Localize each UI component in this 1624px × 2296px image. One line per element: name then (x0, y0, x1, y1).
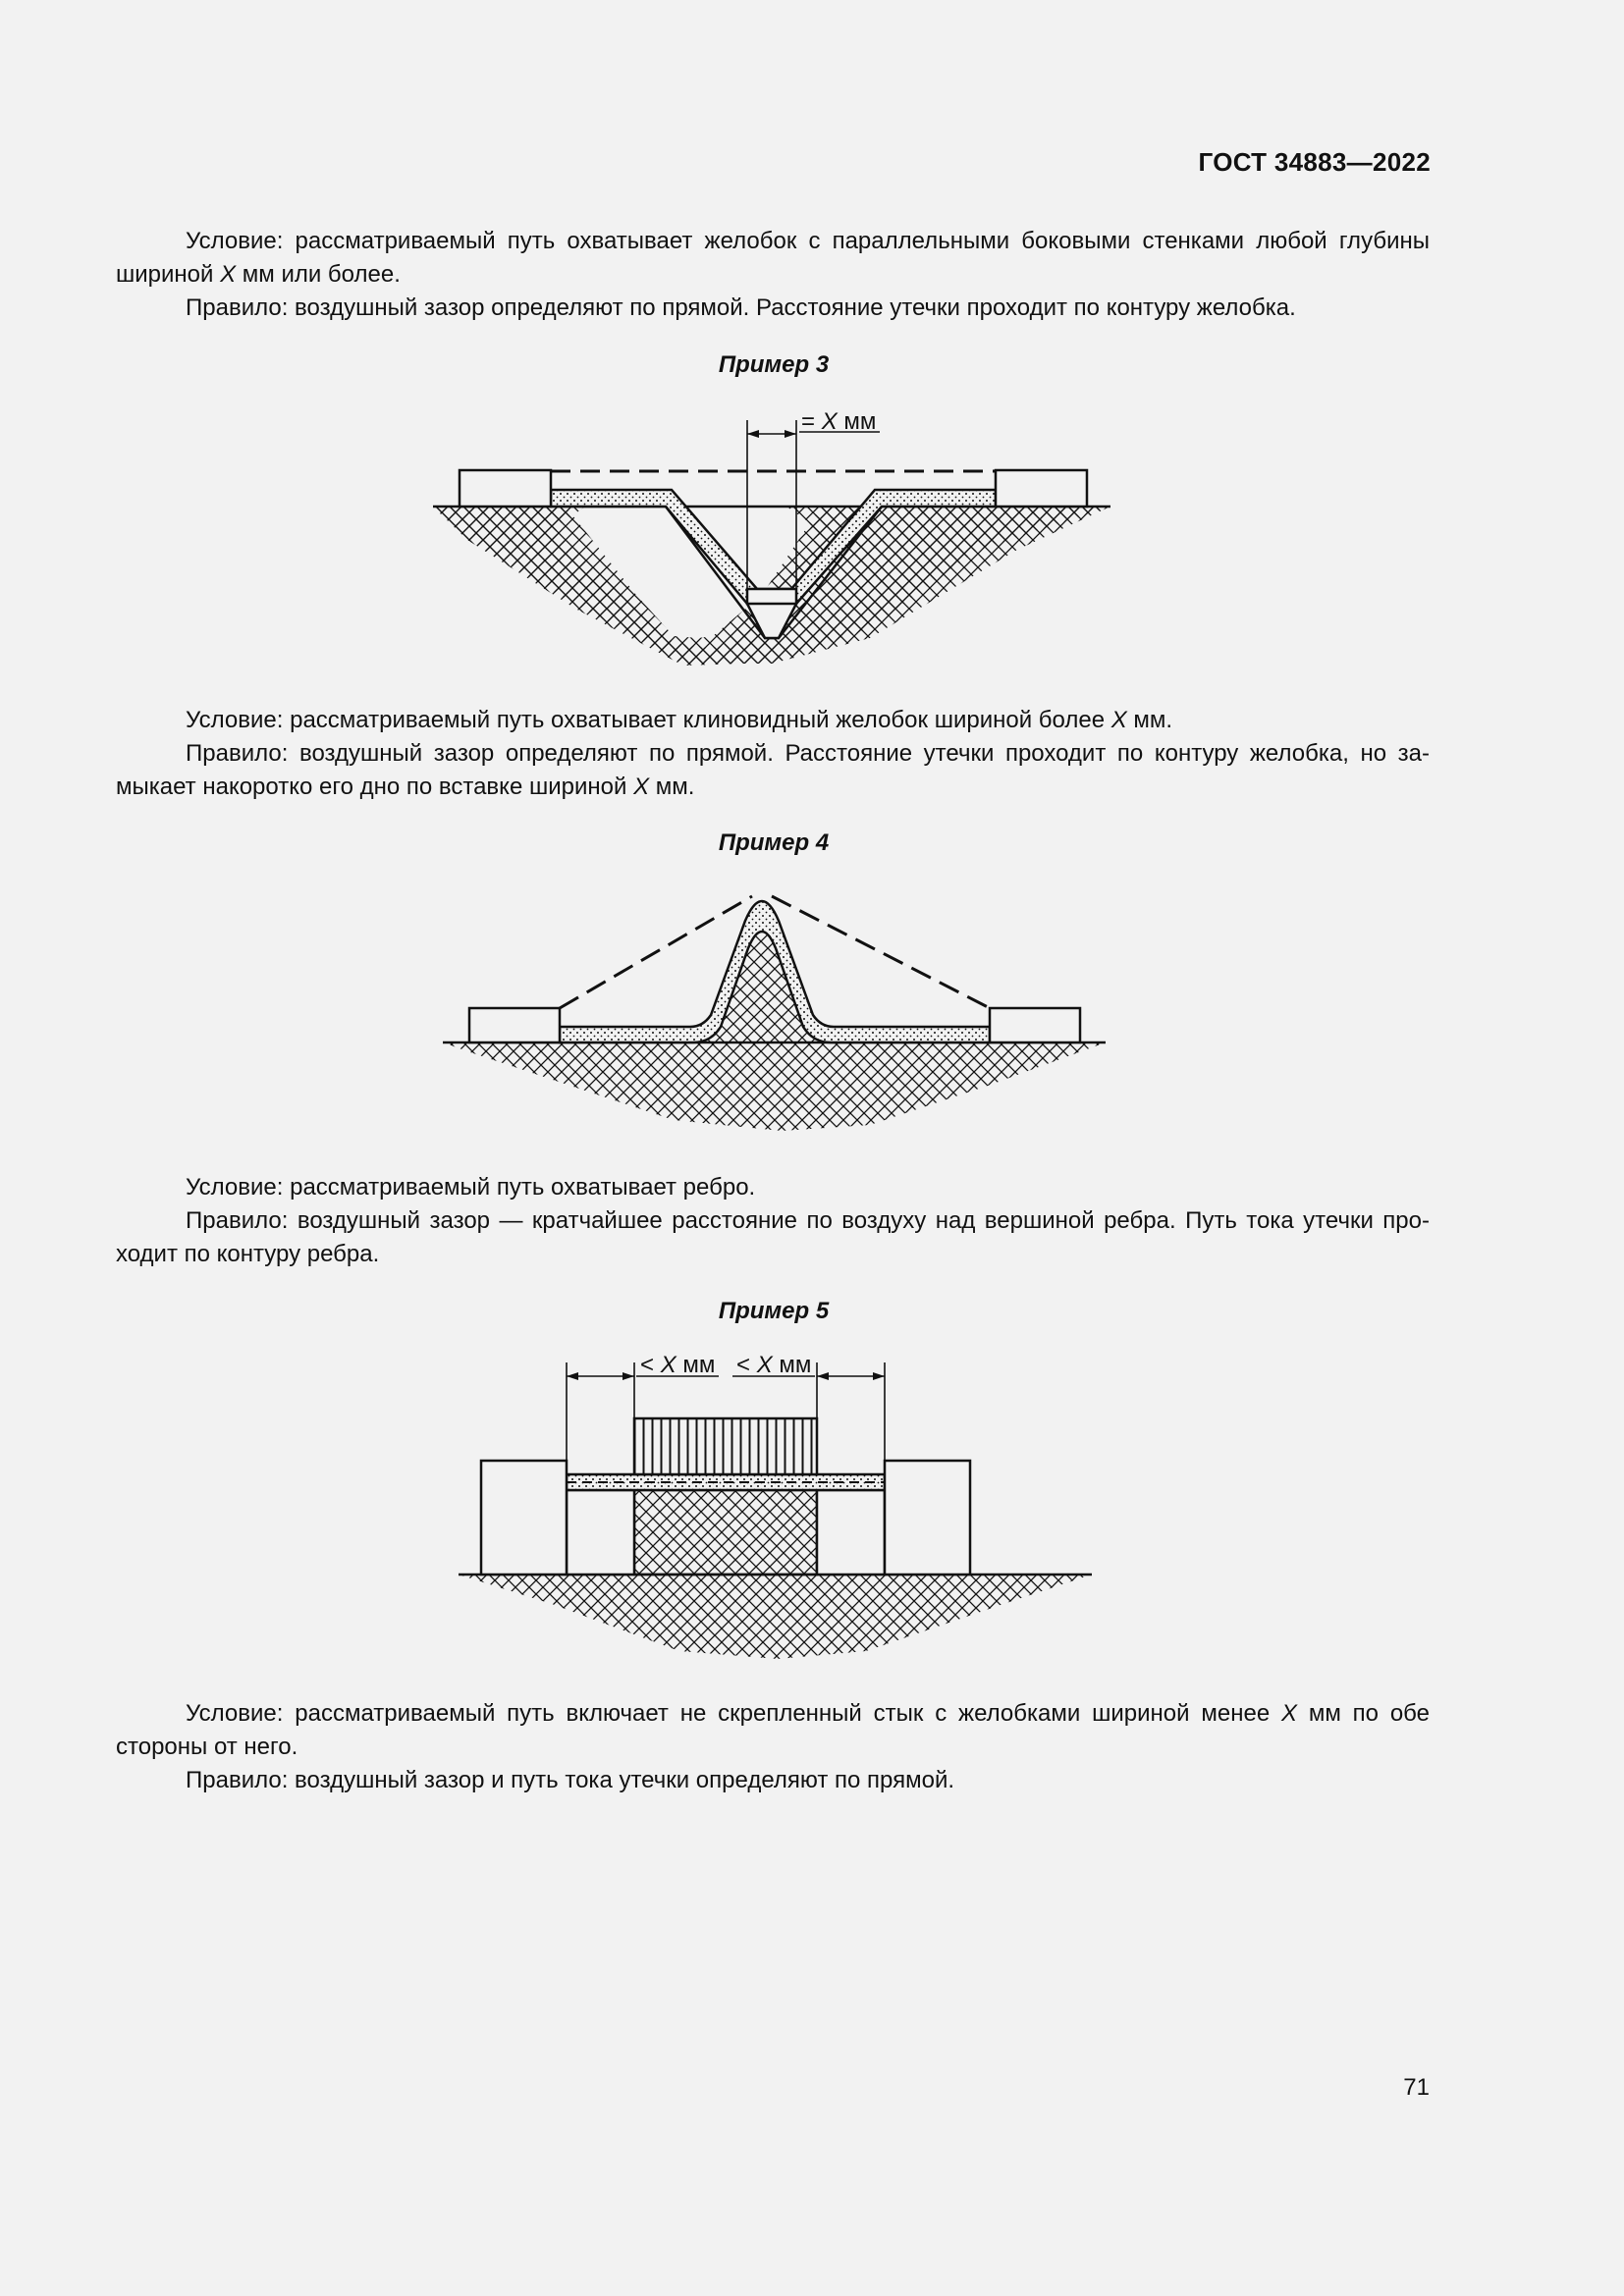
condition-text: Условие: рассматриваемый путь охватывает клиновидный желобок шириной более X мм. (186, 707, 1173, 733)
example-4-figure (438, 880, 1115, 1145)
document-id: ГОСТ 34883—2022 (1198, 147, 1431, 177)
insert-bridge (747, 589, 796, 604)
paragraph-block-example-4 (116, 1171, 1430, 1271)
example-3-figure (428, 402, 1115, 667)
page-number: 71 (1403, 2074, 1430, 2101)
right-block (885, 1461, 970, 1575)
paragraph-block-1 (116, 225, 1430, 325)
example-4-title: Пример 4 (718, 829, 830, 856)
example-5-figure (454, 1347, 1102, 1661)
left-dimension-label: < X мм (640, 1352, 716, 1378)
rule-text: Правило: воздушный зазор и путь тока утечки определяют по прямой. (186, 1767, 955, 1793)
example-5-title: Пример 5 (718, 1298, 830, 1324)
paragraph-block-example-3 (116, 704, 1430, 804)
right-block (996, 470, 1087, 507)
condition-text: Условие: рассматриваемый путь включает не скрепленный стык с желобками шириной менее X мм по обе стороны от него. (116, 1700, 1431, 1760)
base-material (459, 1575, 1092, 1659)
dimension-label: = X мм (801, 408, 877, 435)
condition-text: Условие: рассматриваемый путь охватывает ребро. (186, 1174, 756, 1201)
left-block (481, 1461, 567, 1575)
condition-text: Условие: рассматриваемый путь охватывает желобок с параллельными боковыми стенками любой глубины шириной X мм или более. (116, 228, 1430, 288)
left-block (469, 1008, 560, 1042)
left-block (460, 470, 551, 507)
rule-text: Правило: воздушный зазор определяют по прямой. Расстояние утечки проходит по контуру желобка. (186, 294, 1296, 321)
base-material (443, 1042, 1106, 1131)
right-dimension-label: < X мм (736, 1352, 812, 1378)
rule-text: Правило: воздушный зазор определяют по прямой. Расстояние утечки проходит по контуру желобка, но замыкает накоротко его дно по вставке шириной X мм. (116, 740, 1430, 800)
top-part (634, 1418, 817, 1474)
right-block (990, 1008, 1080, 1042)
rule-text: Правило: воздушный зазор — кратчайшее расстояние по воздуху над вершиной ребра. Путь тока утечки проходит по контуру ребра. (116, 1207, 1430, 1267)
example-3-title: Пример 3 (718, 351, 830, 378)
paragraph-block-example-5 (116, 1697, 1430, 1797)
